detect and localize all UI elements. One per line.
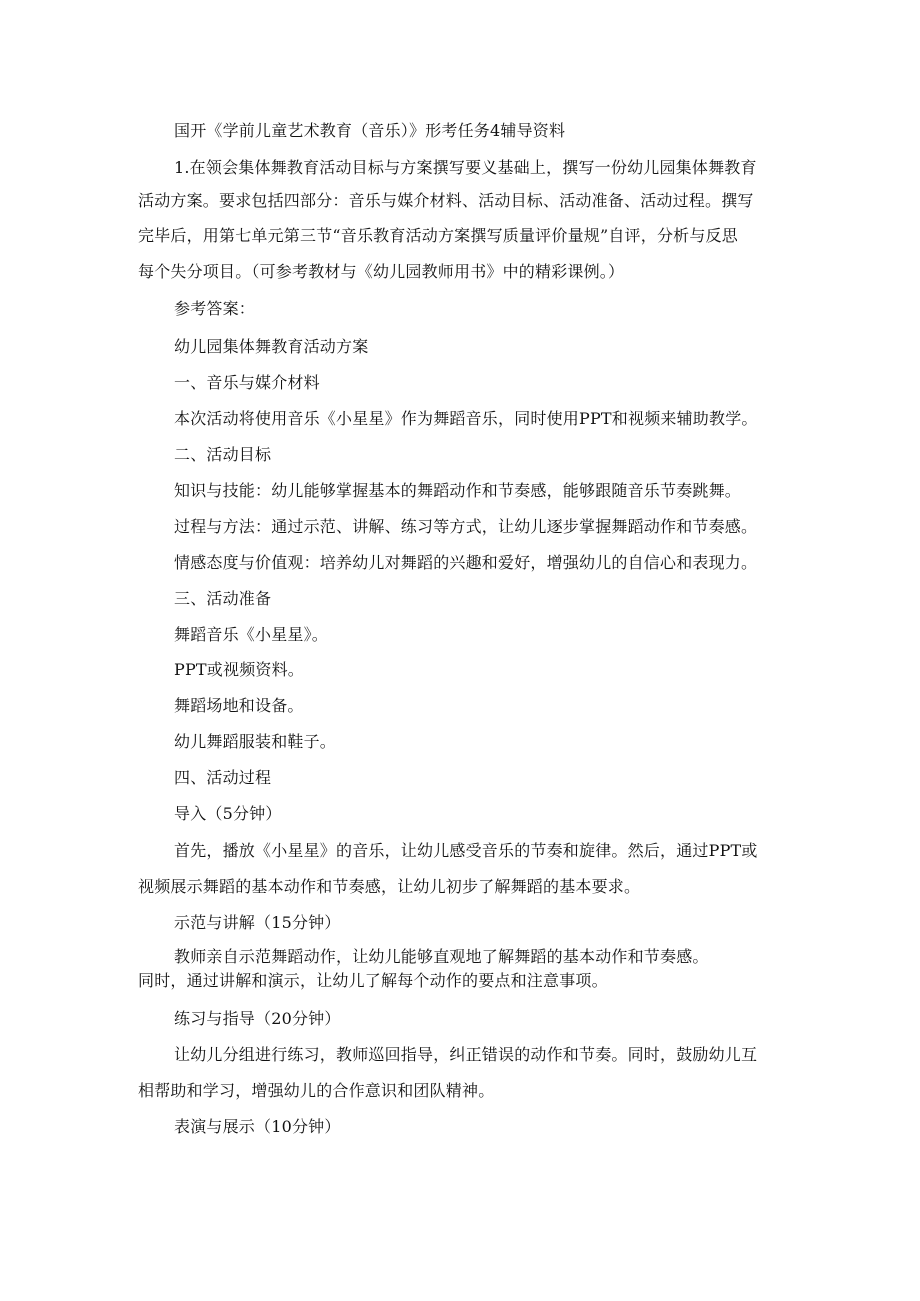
step-text-demo-1: 教师亲自示范舞蹈动作，让幼儿能够直观地了解舞蹈的基本动作和节奏感。 bbox=[174, 947, 709, 966]
section-text-media: 本次活动将使用音乐《小星星》作为舞蹈音乐，同时使用PPT和视频来辅助教学。 bbox=[174, 409, 758, 428]
answer-label: 参考答案： bbox=[174, 299, 256, 318]
step-heading-performance: 表演与展示（10分钟） bbox=[174, 1117, 341, 1136]
step-text-practice-1: 让幼儿分组进行练习，教师巡回指导，纠正错误的动作和节奏。同时，鼓励幼儿互 bbox=[174, 1045, 758, 1064]
section-heading-goals: 二、活动目标 bbox=[174, 445, 272, 464]
prep-item: 舞蹈场地和设备。 bbox=[174, 696, 304, 715]
prep-item: 幼儿舞蹈服装和鞋子。 bbox=[174, 732, 337, 751]
step-text-intro-1: 首先，播放《小星星》的音乐，让幼儿感受音乐的节奏和旋律。然后，通过PPT或 bbox=[174, 841, 758, 860]
step-text-intro-2: 视频展示舞蹈的基本动作和节奏感，让幼儿初步了解舞蹈的基本要求。 bbox=[138, 877, 641, 896]
section-heading-media: 一、音乐与媒介材料 bbox=[174, 373, 320, 392]
prep-item: 舞蹈音乐《小星星》。 bbox=[174, 625, 329, 644]
question-line-4: 每个失分项目。（可参考教材与《幼儿园教师用书》中的精彩课例。） bbox=[138, 262, 625, 281]
question-line-3: 完毕后，用第七单元第三节“音乐教育活动方案撰写质量评价量规”自评，分析与反思 bbox=[138, 226, 738, 245]
question-line-2: 活动方案。要求包括四部分：音乐与媒介材料、活动目标、活动准备、活动过程。撰写 bbox=[138, 191, 754, 210]
section-heading-process: 四、活动过程 bbox=[174, 768, 272, 787]
section-heading-preparation: 三、活动准备 bbox=[174, 589, 272, 608]
goal-knowledge: 知识与技能：幼儿能够掌握基本的舞蹈动作和节奏感，能够跟随音乐节奏跳舞。 bbox=[174, 481, 742, 500]
step-text-demo-2: 同时，通过讲解和演示，让幼儿了解每个动作的要点和注意事项。 bbox=[138, 971, 608, 990]
plan-title: 幼儿园集体舞教育活动方案 bbox=[174, 337, 369, 356]
step-heading-demo: 示范与讲解（15分钟） bbox=[174, 913, 341, 932]
goal-process: 过程与方法：通过示范、讲解、练习等方式，让幼儿逐步掌握舞蹈动作和节奏感。 bbox=[174, 517, 758, 536]
question-line-1: 1.在领会集体舞教育活动目标与方案撰写要义基础上，撰写一份幼儿园集体舞教育 bbox=[174, 158, 757, 177]
doc-title: 国开《学前儿童艺术教育（音乐）》形考任务4辅导资料 bbox=[174, 121, 566, 140]
step-text-practice-2: 相帮助和学习，增强幼儿的合作意识和团队精神。 bbox=[138, 1081, 495, 1100]
prep-item: PPT或视频资料。 bbox=[174, 660, 305, 679]
step-heading-intro: 导入（5分钟） bbox=[174, 804, 282, 823]
step-heading-practice: 练习与指导（20分钟） bbox=[174, 1009, 341, 1028]
goal-attitude: 情感态度与价值观：培养幼儿对舞蹈的兴趣和爱好，增强幼儿的自信心和表现力。 bbox=[174, 553, 758, 572]
